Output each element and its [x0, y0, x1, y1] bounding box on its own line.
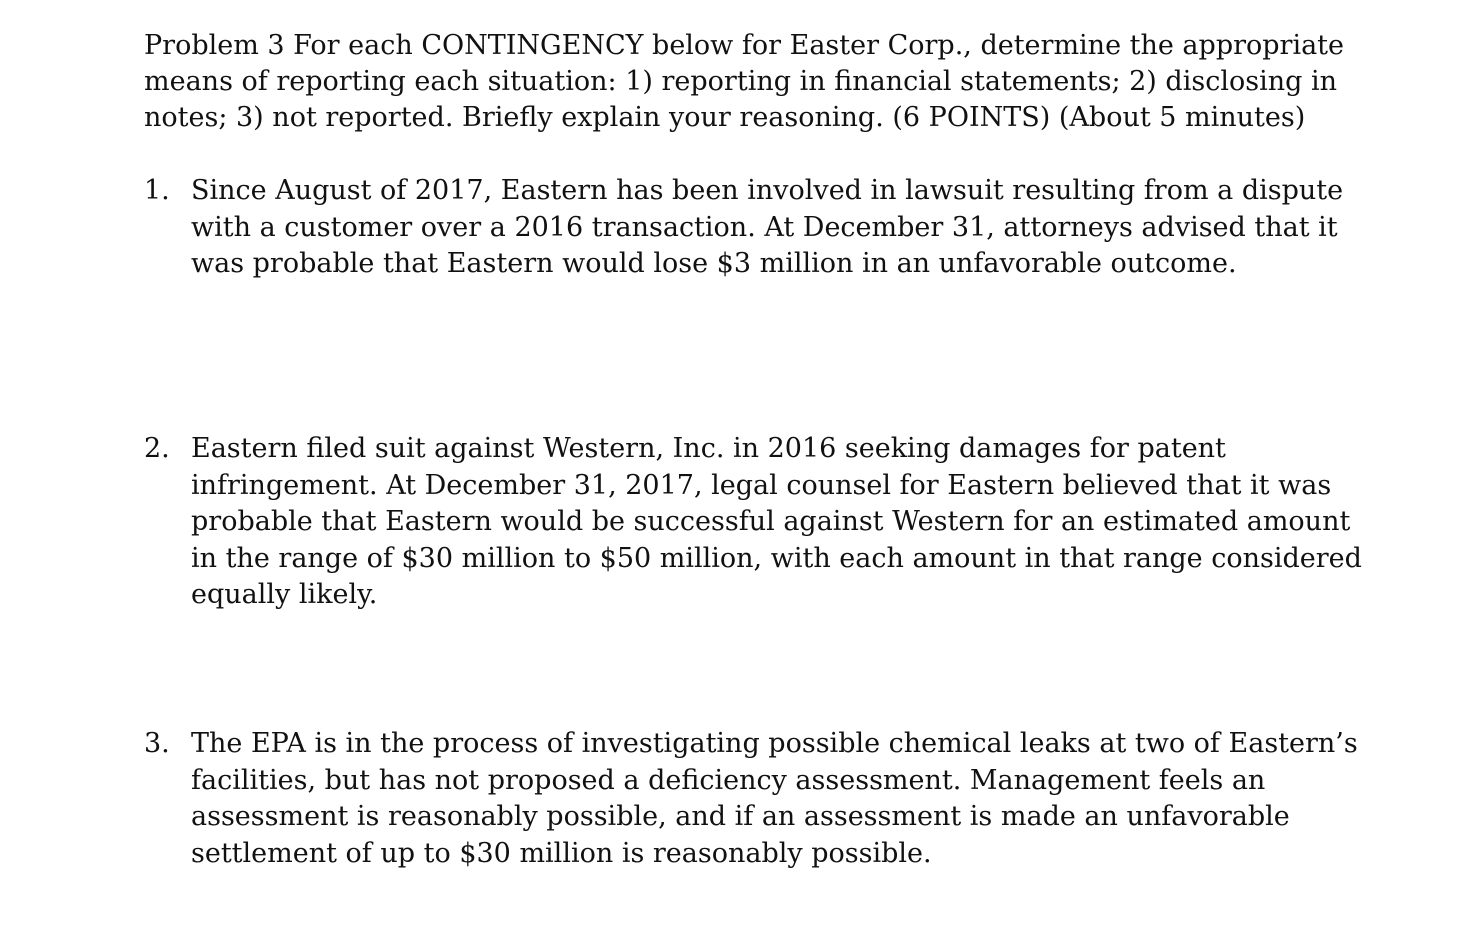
item-text: The EPA is in the process of investigating possible chemical leaks at two of Eastern’s facilities, but has not proposed a deficiency assessment. Management feels an assessment is reasonably possible, and if an assessment is made an unfavorable settlement of up to $30 million is reasonably possible.: [191, 728, 1358, 869]
item-text: Eastern filed suit against Western, Inc. in 2016 seeking damages for patent infringement. At December 31, 2017, legal counsel for Eastern believed that it was probable that Eastern would be successful against Western for an estimated amount in the range of $30 million to $50 million, with each amount in that range considered equally likely.: [191, 433, 1362, 610]
contingency-item-2: [144, 431, 1374, 614]
problem-instructions: Problem 3 For each CONTINGENCY below for Easter Corp., determine the appropriate means of reporting each situation: 1) reporting in financial statements; 2) disclosing in notes; 3) not reported. Briefly explain your reasoning. (6 POINTS) (About 5 minutes): [144, 30, 1345, 133]
item-number: 1.: [144, 175, 170, 206]
item-number: 2.: [144, 433, 170, 464]
item-text: Since August of 2017, Eastern has been involved in lawsuit resulting from a dispute with a customer over a 2016 transaction. At December 31, attorneys advised that it was probable that Eastern would lose $3 million in an unfavorable outcome.: [191, 175, 1344, 279]
contingency-item-3: [144, 726, 1374, 872]
contingency-item-1: [144, 173, 1374, 283]
item-number: 3.: [144, 728, 170, 759]
